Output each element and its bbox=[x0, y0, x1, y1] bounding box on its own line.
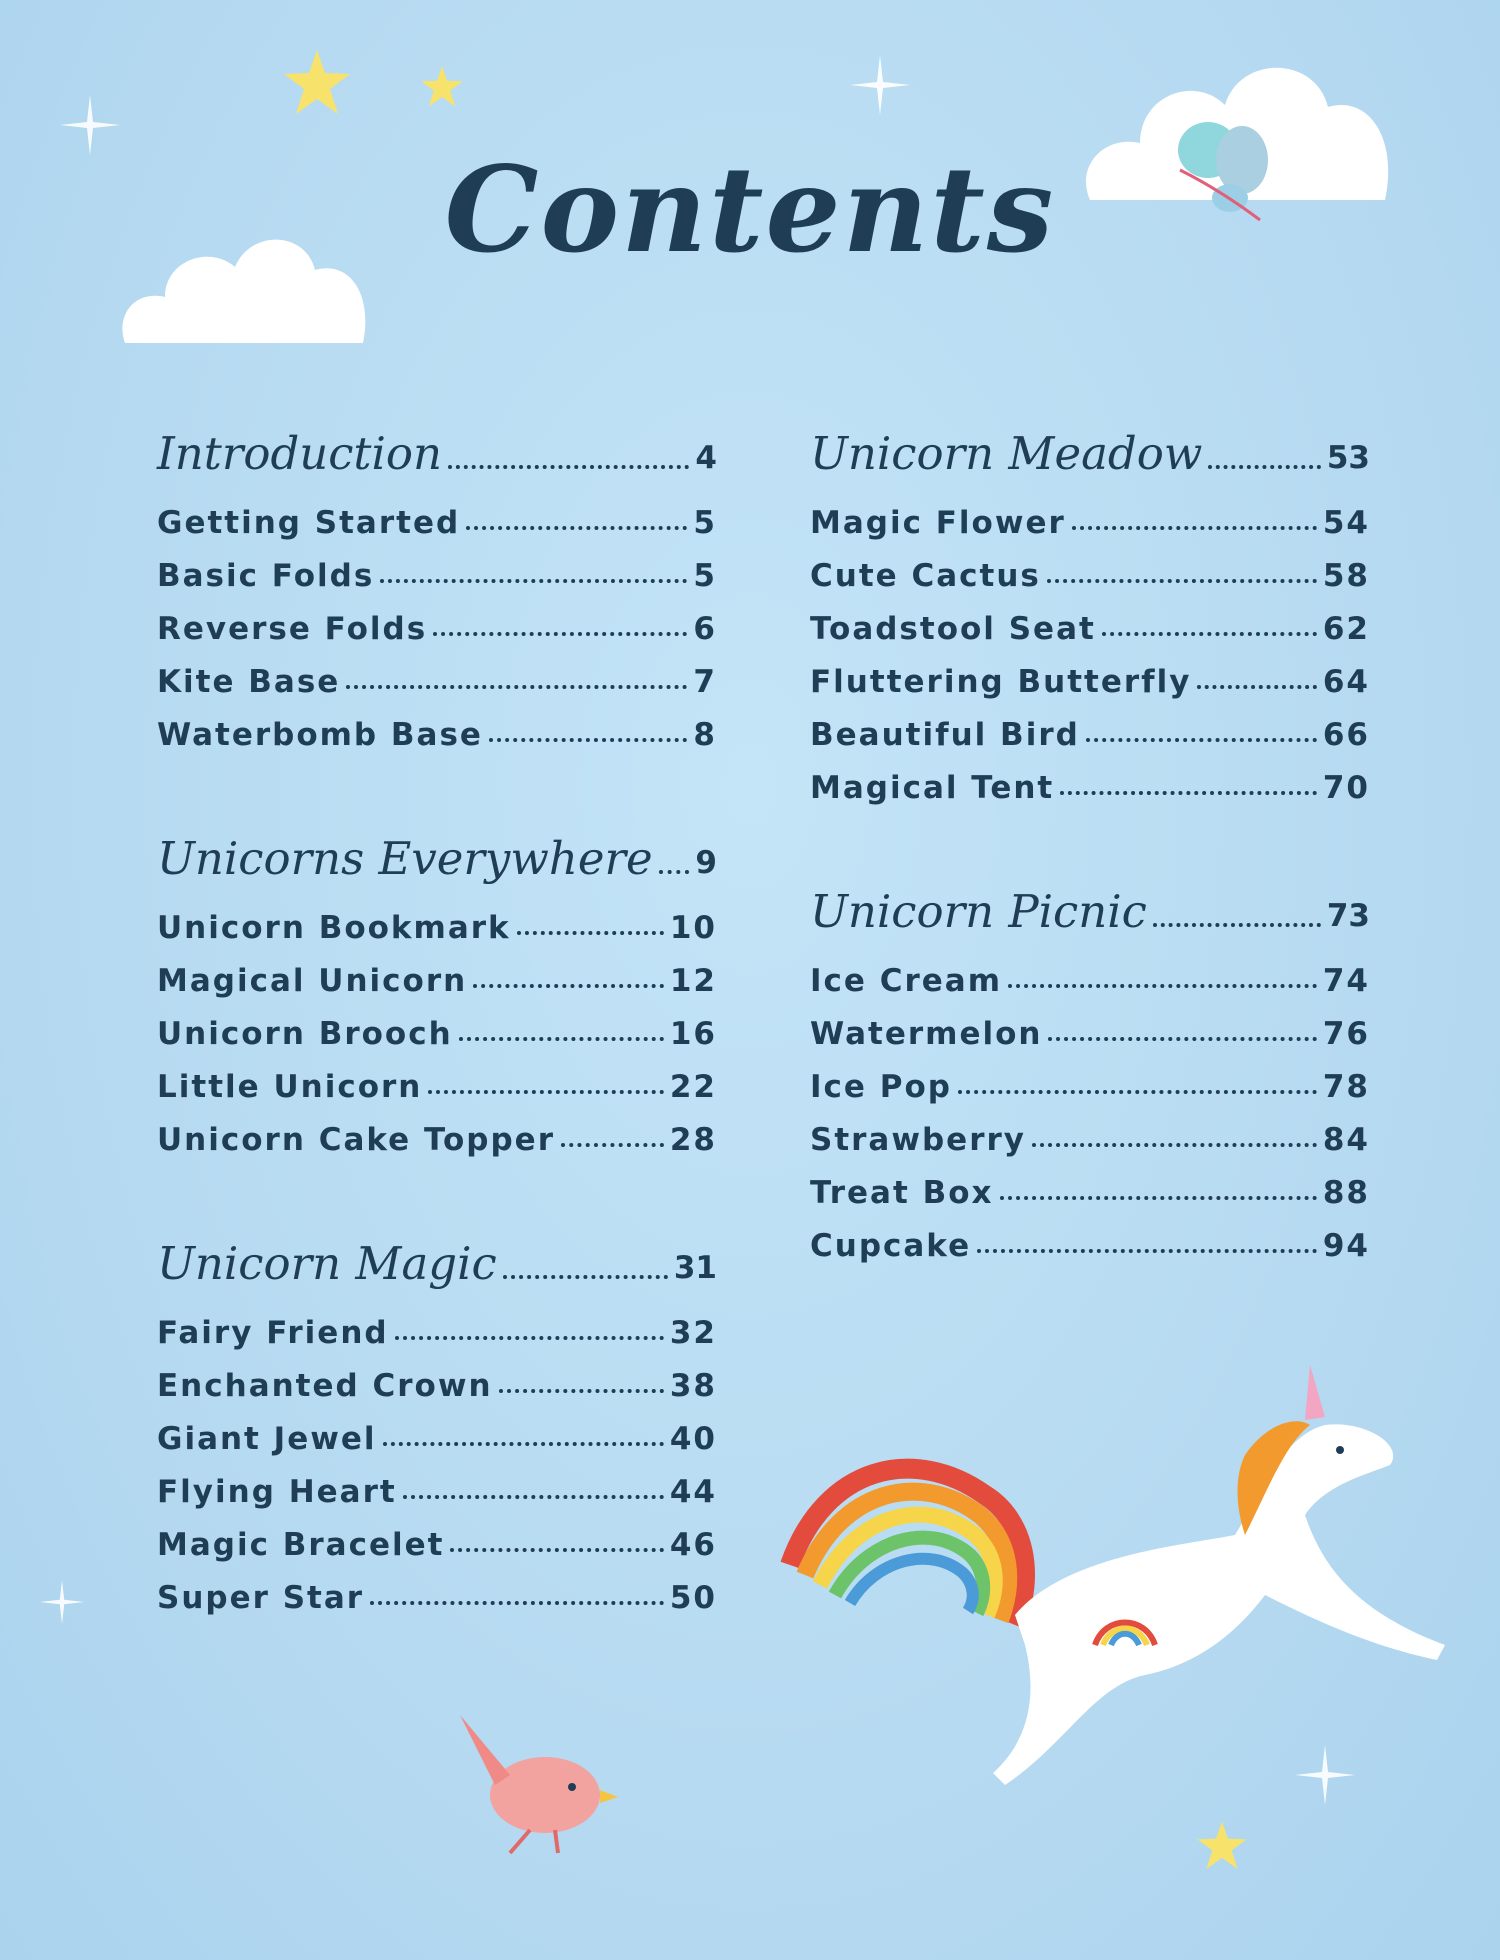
toc-entry[interactable] bbox=[157, 1351, 717, 1404]
leader-dots bbox=[370, 1601, 664, 1605]
toc-heading-label: Unicorn Meadow bbox=[810, 427, 1203, 480]
toc-entry-page: 28 bbox=[669, 1122, 717, 1158]
toc-entry[interactable] bbox=[810, 594, 1370, 647]
toc-entry[interactable] bbox=[157, 1404, 717, 1457]
page-title: Contents bbox=[444, 140, 1056, 279]
toc-section bbox=[157, 823, 717, 1158]
toc-entry-page: 46 bbox=[669, 1527, 717, 1563]
leader-dots bbox=[403, 1495, 664, 1499]
sparkle-icon bbox=[850, 55, 910, 115]
toc-right-column bbox=[810, 418, 1370, 1264]
toc-section bbox=[810, 876, 1370, 1264]
toc-entry-label: Ice Pop bbox=[810, 1069, 952, 1105]
leader-dots bbox=[466, 526, 687, 530]
toc-entry-label: Unicorn Cake Topper bbox=[157, 1122, 555, 1158]
leader-dots bbox=[977, 1249, 1317, 1253]
toc-entry-page: 58 bbox=[1322, 558, 1370, 594]
leader-dots bbox=[517, 931, 664, 935]
toc-entry-label: Cute Cactus bbox=[810, 558, 1041, 594]
leader-dots bbox=[499, 1389, 664, 1393]
toc-entry-page: 64 bbox=[1322, 664, 1370, 700]
toc-entry[interactable] bbox=[810, 1211, 1370, 1264]
unicorn-icon bbox=[765, 1345, 1465, 1865]
toc-entry[interactable] bbox=[810, 946, 1370, 999]
leader-dots bbox=[489, 738, 687, 742]
leader-dots bbox=[1032, 1143, 1317, 1147]
section-gap bbox=[810, 806, 1370, 876]
toc-entry-label: Cupcake bbox=[810, 1228, 972, 1264]
toc-entry[interactable] bbox=[810, 1158, 1370, 1211]
toc-entry-label: Unicorn Brooch bbox=[157, 1016, 453, 1052]
toc-entry[interactable] bbox=[810, 488, 1370, 541]
toc-entry-page: 6 bbox=[693, 611, 717, 647]
sparkle-icon bbox=[40, 1580, 84, 1624]
toc-section-heading[interactable] bbox=[810, 418, 1370, 480]
toc-entry-label: Fluttering Butterfly bbox=[810, 664, 1192, 700]
toc-entry-page: 50 bbox=[669, 1580, 717, 1616]
toc-heading-label: Unicorn Magic bbox=[157, 1237, 497, 1290]
toc-heading-label: Unicorn Picnic bbox=[810, 885, 1147, 938]
toc-entry[interactable] bbox=[157, 946, 717, 999]
toc-entry[interactable] bbox=[157, 1052, 717, 1105]
toc-entry-label: Little Unicorn bbox=[157, 1069, 423, 1105]
toc-entry-label: Treat Box bbox=[810, 1175, 994, 1211]
toc-entry-label: Kite Base bbox=[157, 664, 341, 700]
toc-entry[interactable] bbox=[810, 541, 1370, 594]
toc-heading-page: 9 bbox=[695, 845, 717, 881]
leader-dots bbox=[1047, 579, 1317, 583]
toc-heading-page: 31 bbox=[673, 1250, 717, 1286]
toc-entry[interactable] bbox=[157, 1563, 717, 1616]
toc-entry[interactable] bbox=[810, 700, 1370, 753]
toc-entry-page: 22 bbox=[669, 1069, 717, 1105]
leader-dots bbox=[448, 465, 689, 469]
toc-entry[interactable] bbox=[157, 541, 717, 594]
toc-entry-label: Flying Heart bbox=[157, 1474, 397, 1510]
toc-section bbox=[157, 1228, 717, 1616]
toc-entry[interactable] bbox=[157, 1510, 717, 1563]
toc-entry-label: Ice Cream bbox=[810, 963, 1003, 999]
toc-section-heading[interactable] bbox=[157, 1228, 717, 1290]
toc-entry-page: 88 bbox=[1322, 1175, 1370, 1211]
bird-icon bbox=[440, 1705, 620, 1855]
toc-entry-page: 40 bbox=[669, 1421, 717, 1457]
leader-dots bbox=[459, 1037, 664, 1041]
leader-dots bbox=[1008, 984, 1317, 988]
toc-entry-label: Unicorn Bookmark bbox=[157, 910, 511, 946]
section-gap bbox=[157, 753, 717, 823]
leader-dots bbox=[659, 870, 690, 874]
toc-entry-label: Enchanted Crown bbox=[157, 1368, 493, 1404]
leader-dots bbox=[383, 1442, 664, 1446]
toc-entry[interactable] bbox=[157, 1105, 717, 1158]
toc-entry[interactable] bbox=[157, 700, 717, 753]
toc-entry[interactable] bbox=[810, 1105, 1370, 1158]
leader-dots bbox=[958, 1090, 1317, 1094]
toc-entry-page: 8 bbox=[693, 717, 717, 753]
leader-dots bbox=[1072, 526, 1317, 530]
toc-entry[interactable] bbox=[810, 647, 1370, 700]
leader-dots bbox=[380, 579, 687, 583]
toc-section-heading[interactable] bbox=[157, 418, 717, 480]
toc-entry[interactable] bbox=[157, 893, 717, 946]
toc-entry-page: 38 bbox=[669, 1368, 717, 1404]
toc-entry-page: 70 bbox=[1322, 770, 1370, 806]
toc-entry-label: Toadstool Seat bbox=[810, 611, 1096, 647]
toc-entry-page: 78 bbox=[1322, 1069, 1370, 1105]
toc-entry[interactable] bbox=[157, 1457, 717, 1510]
toc-entry-page: 7 bbox=[693, 664, 717, 700]
leader-dots bbox=[561, 1143, 664, 1147]
toc-entry-page: 84 bbox=[1322, 1122, 1370, 1158]
section-gap bbox=[157, 1158, 717, 1228]
toc-section bbox=[810, 418, 1370, 806]
toc-entry-page: 5 bbox=[693, 558, 717, 594]
star-icon bbox=[282, 48, 352, 118]
toc-entry-label: Magical Unicorn bbox=[157, 963, 468, 999]
leader-dots bbox=[1208, 465, 1321, 469]
toc-entry-label: Super Star bbox=[157, 1580, 365, 1616]
toc-entry[interactable] bbox=[157, 647, 717, 700]
toc-entry[interactable] bbox=[157, 488, 717, 541]
toc-section-heading[interactable] bbox=[810, 876, 1370, 938]
toc-entry[interactable] bbox=[157, 594, 717, 647]
leader-dots bbox=[1197, 685, 1316, 689]
toc-heading-label: Introduction bbox=[157, 427, 442, 480]
toc-entry-label: Magic Flower bbox=[810, 505, 1066, 541]
toc-section-heading[interactable] bbox=[157, 823, 717, 885]
toc-entry[interactable] bbox=[810, 999, 1370, 1052]
toc-left-column bbox=[157, 418, 717, 1616]
leader-dots bbox=[1000, 1196, 1317, 1200]
toc-entry-page: 5 bbox=[693, 505, 717, 541]
toc-entry-label: Waterbomb Base bbox=[157, 717, 483, 753]
star-icon bbox=[420, 65, 464, 109]
toc-entry-label: Strawberry bbox=[810, 1122, 1026, 1158]
toc-entry-page: 76 bbox=[1322, 1016, 1370, 1052]
toc-entry-page: 94 bbox=[1322, 1228, 1370, 1264]
leader-dots bbox=[1102, 632, 1317, 636]
toc-heading-page: 53 bbox=[1326, 440, 1370, 476]
toc-entry-label: Reverse Folds bbox=[157, 611, 428, 647]
toc-section bbox=[157, 418, 717, 753]
toc-entry-page: 32 bbox=[669, 1315, 717, 1351]
toc-entry-label: Beautiful Bird bbox=[810, 717, 1080, 753]
toc-entry-label: Magical Tent bbox=[810, 770, 1055, 806]
toc-entry-label: Magic Bracelet bbox=[157, 1527, 445, 1563]
toc-entry-page: 62 bbox=[1322, 611, 1370, 647]
toc-entry-page: 44 bbox=[669, 1474, 717, 1510]
leader-dots bbox=[346, 685, 687, 689]
leader-dots bbox=[395, 1336, 664, 1340]
toc-entry-label: Giant Jewel bbox=[157, 1421, 377, 1457]
leader-dots bbox=[1060, 791, 1317, 795]
leader-dots bbox=[503, 1275, 668, 1279]
toc-entry-label: Getting Started bbox=[157, 505, 461, 541]
toc-entry-label: Fairy Friend bbox=[157, 1315, 389, 1351]
leader-dots bbox=[428, 1090, 664, 1094]
toc-entry-page: 12 bbox=[669, 963, 717, 999]
toc-entry[interactable] bbox=[157, 999, 717, 1052]
toc-entry-page: 74 bbox=[1322, 963, 1370, 999]
toc-entry-page: 16 bbox=[669, 1016, 717, 1052]
toc-entry-label: Watermelon bbox=[810, 1016, 1043, 1052]
toc-heading-label: Unicorns Everywhere bbox=[157, 832, 653, 885]
leader-dots bbox=[1086, 738, 1317, 742]
toc-heading-page: 73 bbox=[1326, 898, 1370, 934]
leader-dots bbox=[1153, 923, 1321, 927]
leader-dots bbox=[450, 1548, 663, 1552]
toc-entry-page: 54 bbox=[1322, 505, 1370, 541]
toc-heading-page: 4 bbox=[695, 440, 717, 476]
toc-entry-label: Basic Folds bbox=[157, 558, 375, 594]
toc-entry[interactable] bbox=[157, 1298, 717, 1351]
toc-entry[interactable] bbox=[810, 1052, 1370, 1105]
leader-dots bbox=[473, 984, 664, 988]
leader-dots bbox=[433, 632, 687, 636]
toc-entry-page: 66 bbox=[1322, 717, 1370, 753]
toc-entry-page: 10 bbox=[669, 910, 717, 946]
toc-entry[interactable] bbox=[810, 753, 1370, 806]
leader-dots bbox=[1048, 1037, 1316, 1041]
